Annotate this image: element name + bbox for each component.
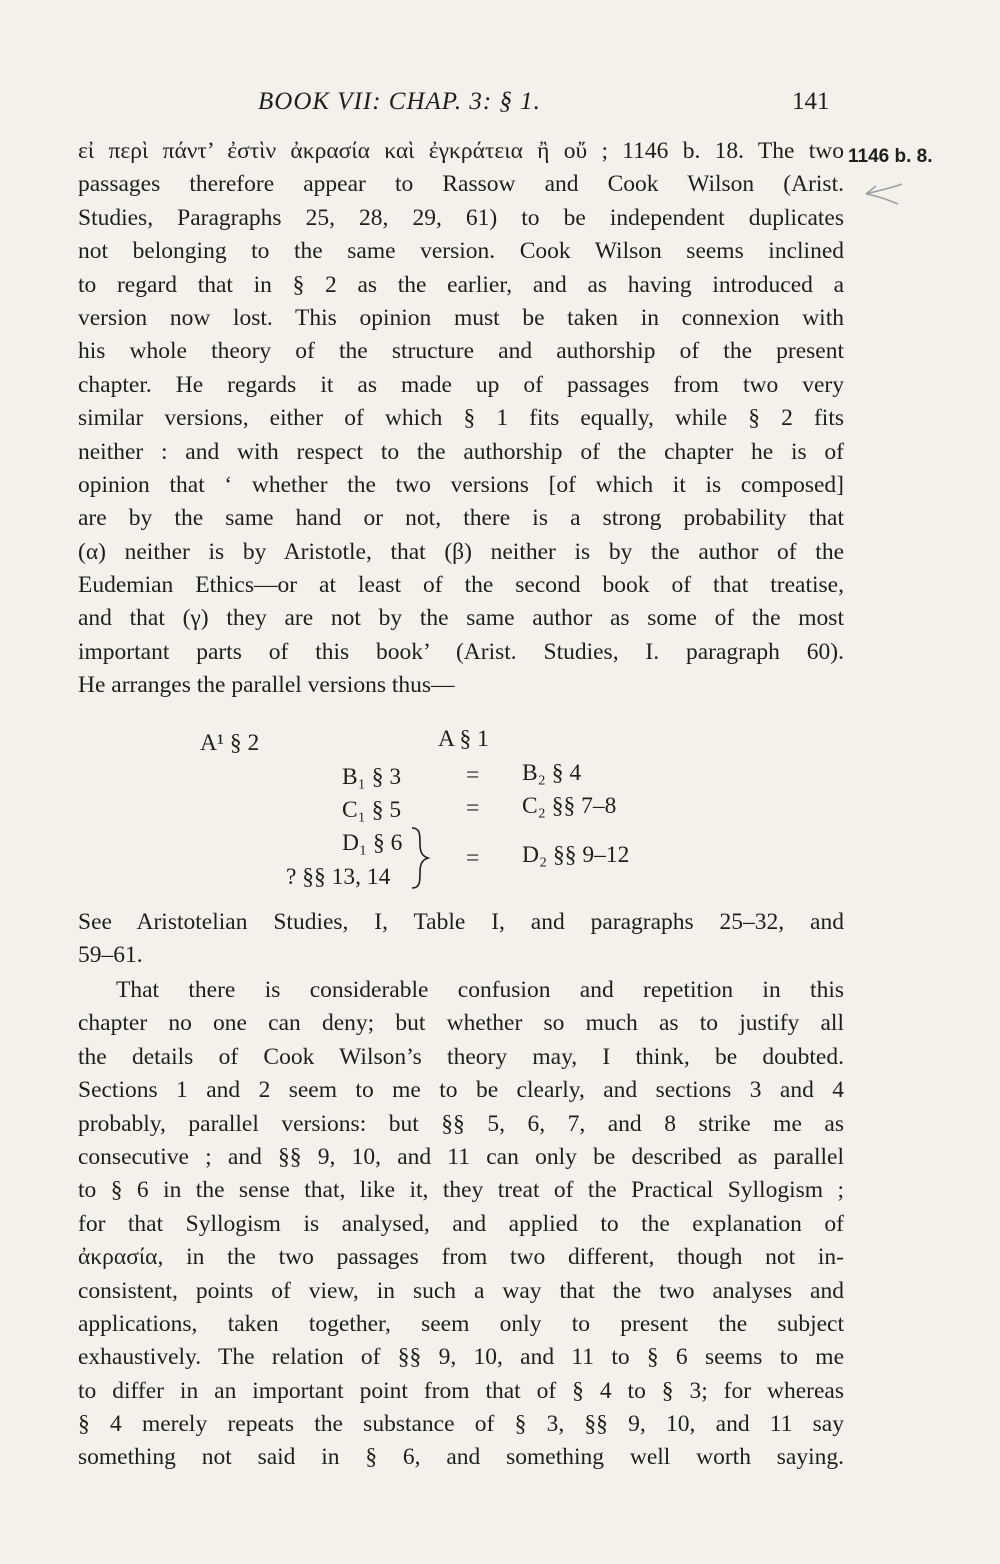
text-line: § 4 merely repeats the substance of § 3, §§ 9, 10, and 11 say [78,1411,844,1438]
text-line: to § 6 in the sense that, like it, they treat of the Practical Syllogism ; [78,1177,844,1204]
text-line: probably, parallel versions: but §§ 5, 6, 7, and 8 strike me as [78,1110,844,1137]
text-line: Eudemian Ethics—or at least of the second book of that treatise, [78,572,844,599]
text-line: to regard that in § 2 as the earlier, and as having introduced a [78,271,844,298]
text-line: important parts of this book’ (Arist. Studies, I. paragraph 60). [78,638,844,665]
version-a: A § 1 [438,726,489,752]
version-questioned: ? §§ 13, 14 [286,864,391,890]
text-line: are by the same hand or not, there is a strong probability that [78,505,844,532]
margin-note: 1146 b. 8. [848,146,933,167]
version-a1: A¹ § 2 [200,730,260,756]
text-line: version now lost. This opinion must be taken in connexion with [78,304,844,331]
text-line: Studies, Paragraphs 25, 28, 29, 61) to be independent duplicates [78,204,844,231]
brace-icon [408,826,432,890]
page-header [0,82,1000,122]
text-line: consistent, points of view, in such a way that the two analyses and [78,1277,844,1304]
text-line: for that Syllogism is analysed, and applied to the explanation of [78,1210,844,1237]
version-b2: B₂ § 4 [522,760,582,786]
text-line: not belonging to the same version. Cook Wilson seems inclined [78,238,844,265]
equals-sign: = [466,845,480,871]
paragraph-1 [78,135,844,703]
text-line: Sections 1 and 2 seem to me to be clearly, and sections 3 and 4 [78,1077,844,1104]
text-line: exhaustively. The relation of §§ 9, 10, and 11 to § 6 seems to me [78,1344,844,1371]
version-c1: C₁ § 5 [342,797,402,823]
page-number: 141 [792,88,830,115]
paragraph-2 [78,906,844,973]
equals-sign: = [466,795,480,821]
version-b1: B₁ § 3 [342,764,402,790]
equals-sign: = [466,762,480,788]
text-line: opinion that ‘ whether the two versions [of which it is composed] [78,471,844,498]
text-line: That there is considerable confusion and repetition in this [116,977,844,1003]
text-line: passages therefore appear to Rassow and Cook Wilson (Arist. [78,171,844,198]
text-line: the details of Cook Wilson’s theory may, I think, be doubted. [78,1043,844,1070]
paragraph-3 [78,974,844,1475]
text-line: neither : and with respect to the authorship of the chapter he is of [78,438,844,465]
text-line: chapter no one can deny; but whether so much as to justify all [78,1010,844,1037]
text-line: εἰ περὶ πάντ’ ἐστὶν ἀκρασία καὶ ἐγκράτεια ἢ οὔ ; 1146 b. 18. The two [78,138,844,164]
text-line: something not said in § 6, and something well worth saying. [78,1444,844,1471]
text-line: and that (γ) they are not by the same author as some of the most [78,605,844,632]
version-c2: C₂ §§ 7–8 [522,793,617,819]
text-line: ἀκρασία, in the two passages from two different, though not in- [78,1244,844,1271]
text-line: chapter. He regards it as made up of passages from two very [78,371,844,398]
text-line: He arranges the parallel versions thus— [78,672,455,699]
text-line: 59–61. [78,942,143,969]
text-line: applications, taken together, seem only to present the subject [78,1310,844,1337]
version-d1: D₁ § 6 [342,830,403,856]
text-line: similar versions, either of which § 1 fits equally, while § 2 fits [78,405,844,432]
pencil-arrow-icon [858,178,904,208]
text-line: consecutive ; and §§ 9, 10, and 11 can only be described as parallel [78,1143,844,1170]
running-head: BOOK VII: CHAP. 3: § 1. [258,88,541,115]
text-line: See Aristotelian Studies, I, Table I, and paragraphs 25–32, and [78,909,844,935]
text-line: to differ in an important point from that of § 4 to § 3; for whereas [78,1377,844,1404]
text-line: his whole theory of the structure and authorship of the present [78,338,844,365]
version-d2: D₂ §§ 9–12 [522,842,630,868]
text-line: (α) neither is by Aristotle, that (β) neither is by the author of the [78,538,844,565]
